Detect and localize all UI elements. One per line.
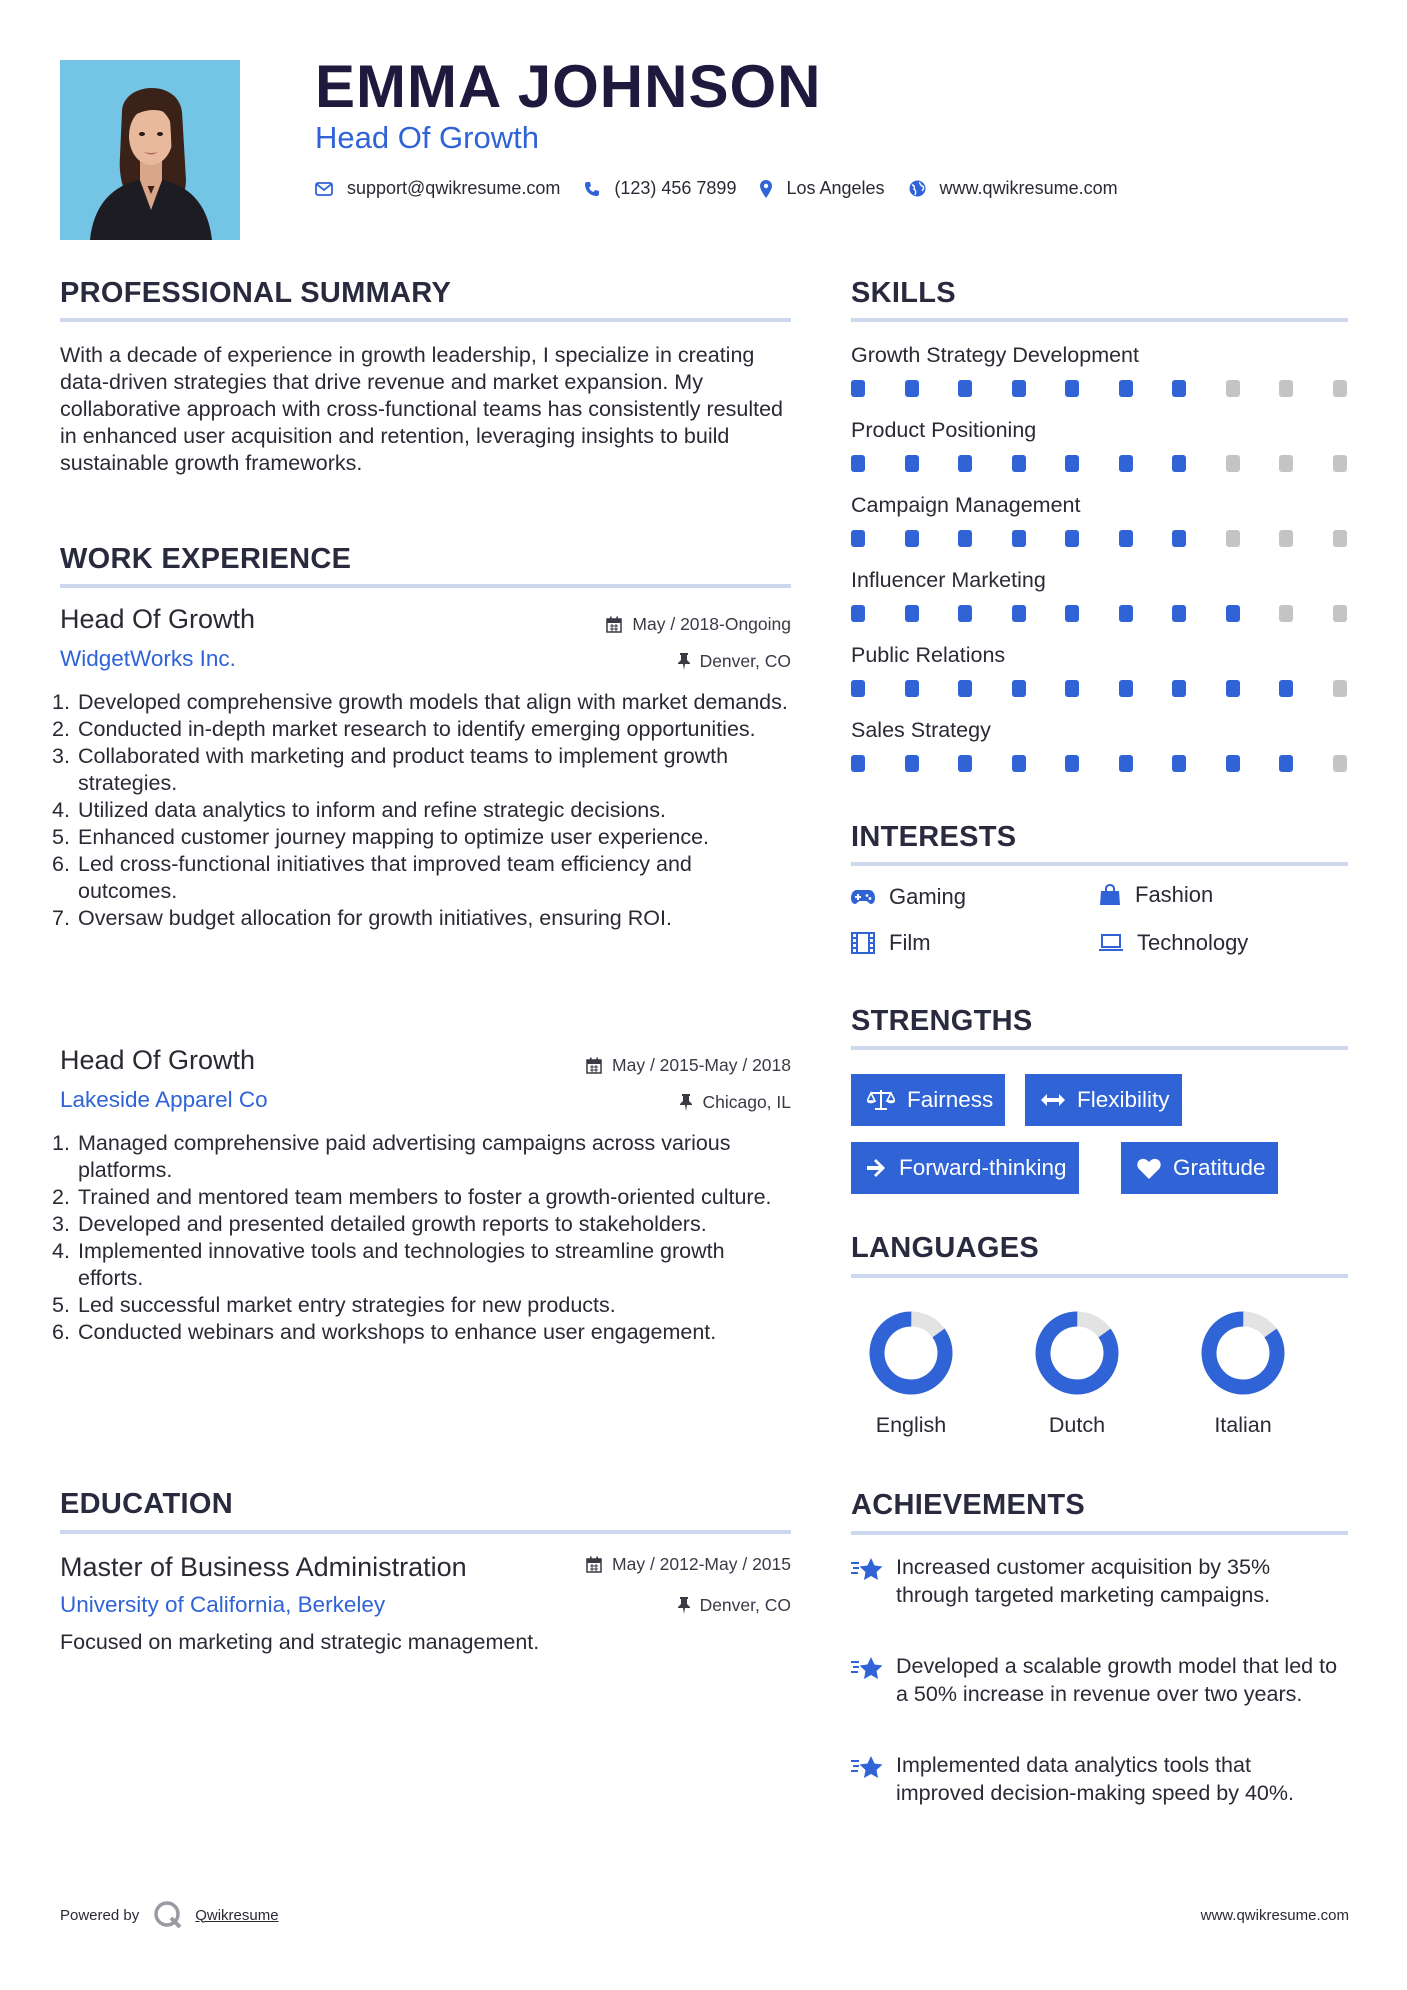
skill-dot-empty: [1279, 380, 1293, 397]
skill-dot-filled: [1012, 455, 1026, 472]
arrow-right-icon: [867, 1159, 887, 1177]
list-item: 6. Conducted webinars and workshops to enhance user engagement.: [52, 1320, 717, 1344]
skill-dot-filled: [1172, 380, 1186, 397]
job-dates-text: May / 2018-Ongoing: [632, 614, 791, 634]
job-dates-text: May / 2015-May / 2018: [612, 1055, 791, 1075]
phone-text: (123) 456 7899: [614, 178, 737, 198]
strengths-divider: [851, 1046, 1348, 1050]
strength-label: Forward-thinking: [899, 1155, 1067, 1180]
calendar-icon: [586, 1057, 602, 1074]
skill-dot-filled: [1279, 755, 1293, 772]
skill-dot-filled: [1172, 530, 1186, 547]
skill-dot-filled: [1172, 455, 1186, 472]
list-item: 4. Utilized data analytics to inform and refine strategic decisions.: [52, 798, 666, 822]
summary-text: With a decade of experience in growth leadership, I specialize in creating data-driven strategies that drive revenue and market expansion. My collaborative approach with cross-functional teams has consistently resulted in enhanced user acquisition and retention, leveraging insights to build sustainable growth frameworks.: [60, 343, 784, 475]
skill-rating: [851, 455, 1348, 469]
donut-fill: [1196, 1306, 1291, 1401]
skill-dot-filled: [905, 455, 919, 472]
list-item: 3. Collaborated with marketing and product teams to implement growth strategies.: [52, 744, 729, 795]
job-bullets: [52, 689, 791, 932]
shopping-bag-icon: [1099, 884, 1121, 906]
language-donut: [1027, 1303, 1127, 1403]
job-location-text: Chicago, IL: [702, 1092, 791, 1112]
interest-label: Gaming: [889, 884, 967, 909]
achievement-text: Developed a scalable growth model that led to a 50% increase in revenue over two years.: [896, 1654, 1338, 1706]
achievement-item: [851, 1652, 1351, 1742]
language-name: Dutch: [1048, 1413, 1106, 1437]
list-item: 7. Oversaw budget allocation for growth initiatives, ensuring ROI.: [52, 906, 672, 930]
language-donut: [861, 1303, 961, 1403]
skill-dot-filled: [1119, 605, 1133, 622]
skill-dot-filled: [905, 605, 919, 622]
pushpin-icon: [680, 1094, 692, 1111]
list-item: 3. Developed and presented detailed growth reports to stakeholders.: [52, 1212, 707, 1236]
skill-dot-empty: [1279, 530, 1293, 547]
skill-rating: [851, 680, 1348, 694]
pushpin-icon: [678, 1597, 690, 1614]
skill-dot-empty: [1333, 680, 1347, 697]
interests-heading: INTERESTS: [851, 821, 1017, 853]
skills-heading: SKILLS: [851, 277, 956, 309]
interest-technology: [1099, 930, 1248, 956]
summary-heading: PROFESSIONAL SUMMARY: [60, 277, 452, 309]
skill-name: Product Positioning: [851, 418, 1037, 442]
list-item: 6. Led cross-functional initiatives that improved team efficiency and outcomes.: [52, 852, 692, 903]
languages-divider: [851, 1274, 1348, 1278]
arrows-horizontal-icon: [1041, 1093, 1065, 1107]
skill-rating: [851, 755, 1348, 769]
skill-rating: [851, 605, 1348, 619]
list-item: 1. Developed comprehensive growth models that align with market demands.: [52, 690, 788, 714]
interest-fashion: [1099, 882, 1213, 908]
skill-dot-empty: [1279, 605, 1293, 622]
skill-dot-filled: [1012, 680, 1026, 697]
star-icon: [851, 1557, 885, 1583]
skill-dot-filled: [1226, 605, 1240, 622]
experience-heading: WORK EXPERIENCE: [60, 543, 352, 575]
skill-dot-filled: [1012, 605, 1026, 622]
achievements-heading: ACHIEVEMENTS: [851, 1489, 1086, 1521]
education-description: Focused on marketing and strategic management.: [60, 1630, 540, 1654]
skill-dot-filled: [1012, 755, 1026, 772]
qwikresume-logo-icon: [153, 1900, 183, 1930]
skill-dot-filled: [1065, 680, 1079, 697]
skill-dot-filled: [851, 680, 865, 697]
skill-dot-empty: [1226, 530, 1240, 547]
list-item: 1. Managed comprehensive paid advertising campaigns across various platforms.: [52, 1131, 731, 1182]
pushpin-icon: [678, 653, 690, 670]
star-icon: [851, 1755, 885, 1781]
skill-dot-empty: [1333, 605, 1347, 622]
contact-location: [760, 178, 884, 199]
film-icon: [851, 932, 875, 954]
strength-flexibility: [1025, 1074, 1182, 1126]
skill-dot-filled: [905, 530, 919, 547]
phone-icon: [584, 181, 600, 197]
skill-dot-filled: [958, 755, 972, 772]
skill-dot-filled: [905, 755, 919, 772]
skill-dot-empty: [1333, 530, 1347, 547]
skill-dot-filled: [958, 530, 972, 547]
laptop-icon: [1099, 934, 1123, 952]
job-entry: [52, 1045, 791, 1445]
gamepad-icon: [851, 889, 875, 905]
donut-fill: [864, 1306, 959, 1401]
envelope-icon: [315, 182, 333, 196]
strengths-heading: STRENGTHS: [851, 1005, 1033, 1037]
job-bullets: [52, 1130, 791, 1346]
language-name: Italian: [1214, 1413, 1272, 1437]
skill-dot-filled: [851, 605, 865, 622]
skill-dot-filled: [958, 680, 972, 697]
job-location: [680, 1092, 791, 1113]
skill-name: Influencer Marketing: [851, 568, 1046, 592]
skill-rating: [851, 380, 1348, 394]
interest-label: Fashion: [1135, 882, 1214, 907]
skill-dot-filled: [1065, 455, 1079, 472]
skill-dot-filled: [1065, 605, 1079, 622]
list-item: 4. Implemented innovative tools and technologies to streamline growth efforts.: [52, 1239, 725, 1290]
job-company[interactable]: WidgetWorks Inc.: [60, 646, 236, 671]
skill-dot-empty: [1226, 455, 1240, 472]
skill-dot-filled: [1119, 530, 1133, 547]
education-divider: [60, 1530, 791, 1534]
skill-dot-filled: [958, 605, 972, 622]
skill-name: Sales Strategy: [851, 718, 991, 742]
education-entry: [60, 1552, 791, 1662]
skill-dot-filled: [1065, 755, 1079, 772]
profile-photo: [60, 60, 240, 240]
skill-dot-filled: [851, 755, 865, 772]
achievements-divider: [851, 1531, 1348, 1535]
skill-dot-empty: [1333, 380, 1347, 397]
job-dates: [606, 614, 791, 635]
skill-dot-filled: [958, 380, 972, 397]
skill-dot-filled: [1172, 605, 1186, 622]
achievement-text: Implemented data analytics tools that improved decision-making speed by 40%.: [896, 1753, 1294, 1805]
interests-divider: [851, 862, 1348, 866]
skill-dot-filled: [1172, 755, 1186, 772]
skill-dot-filled: [851, 530, 865, 547]
achievement-text: Increased customer acquisition by 35% through targeted marketing campaigns.: [896, 1555, 1271, 1607]
globe-icon: [909, 180, 926, 197]
education-dates: [586, 1554, 791, 1575]
interest-gaming: [851, 884, 966, 910]
footer-website[interactable]: www.qwikresume.com: [1200, 1907, 1349, 1924]
languages-heading: LANGUAGES: [851, 1232, 1039, 1264]
skills-divider: [851, 318, 1348, 322]
skill-dot-empty: [1333, 755, 1347, 772]
language-donut: [1193, 1303, 1293, 1403]
list-item: 5. Led successful market entry strategies for new products.: [52, 1293, 616, 1317]
skill-dot-filled: [905, 380, 919, 397]
strength-fairness: [851, 1074, 1005, 1126]
location-text: Los Angeles: [786, 178, 885, 198]
contact-phone[interactable]: [584, 178, 736, 199]
donut-fill: [1030, 1306, 1125, 1401]
skill-dot-filled: [1012, 530, 1026, 547]
list-item: 5. Enhanced customer journey mapping to optimize user experience.: [52, 825, 710, 849]
skill-dot-filled: [1119, 455, 1133, 472]
achievement-item: [851, 1751, 1351, 1841]
website-text: www.qwikresume.com: [939, 178, 1118, 198]
language-name: English: [875, 1413, 947, 1437]
calendar-icon: [586, 1556, 602, 1573]
education-location-text: Denver, CO: [699, 1595, 791, 1615]
candidate-title: Head Of Growth: [315, 120, 539, 155]
powered-by-text: Powered by: [60, 1906, 140, 1924]
strength-forward-thinking: [851, 1142, 1079, 1194]
skill-dot-empty: [1333, 455, 1347, 472]
skill-dot-filled: [958, 455, 972, 472]
skill-dot-empty: [1226, 380, 1240, 397]
school-name[interactable]: University of California, Berkeley: [60, 1592, 386, 1617]
skill-name: Growth Strategy Development: [851, 343, 1139, 367]
skill-dot-filled: [1279, 680, 1293, 697]
job-title: Head Of Growth: [60, 604, 256, 634]
skill-dot-filled: [1226, 680, 1240, 697]
job-dates: [586, 1055, 791, 1076]
job-title: Head Of Growth: [60, 1045, 256, 1075]
contact-website[interactable]: [909, 178, 1118, 199]
skill-dot-filled: [851, 380, 865, 397]
skill-dot-empty: [1279, 455, 1293, 472]
skill-dot-filled: [1119, 680, 1133, 697]
summary-divider: [60, 318, 791, 322]
calendar-icon: [606, 616, 622, 633]
interest-film: [851, 930, 931, 956]
education-heading: EDUCATION: [60, 1488, 233, 1520]
skill-name: Public Relations: [851, 643, 1006, 667]
star-icon: [851, 1656, 885, 1682]
education-dates-text: May / 2012-May / 2015: [612, 1554, 791, 1574]
skill-dot-filled: [1172, 680, 1186, 697]
job-company[interactable]: Lakeside Apparel Co: [60, 1087, 268, 1112]
strength-gratitude: [1121, 1142, 1278, 1194]
skill-dot-filled: [1012, 380, 1026, 397]
job-location: [678, 651, 791, 672]
contact-email[interactable]: [315, 178, 560, 199]
skill-dot-filled: [1065, 530, 1079, 547]
skill-name: Campaign Management: [851, 493, 1081, 517]
job-location-text: Denver, CO: [699, 651, 791, 671]
skill-dot-filled: [1226, 755, 1240, 772]
skill-dot-filled: [1119, 380, 1133, 397]
interest-label: Film: [889, 930, 931, 955]
education-location: [678, 1595, 791, 1616]
list-item: 2. Trained and mentored team members to foster a growth-oriented culture.: [52, 1185, 772, 1209]
skill-dot-filled: [1065, 380, 1079, 397]
degree-title: Master of Business Administration: [60, 1552, 467, 1582]
experience-divider: [60, 584, 791, 588]
balance-scale-icon: [867, 1089, 895, 1111]
skill-dot-filled: [905, 680, 919, 697]
candidate-name: EMMA JOHNSON: [315, 53, 822, 120]
map-marker-icon: [760, 180, 772, 198]
list-item: 2. Conducted in-depth market research to identify emerging opportunities.: [52, 717, 756, 741]
strength-label: Gratitude: [1173, 1155, 1266, 1180]
achievement-item: [851, 1553, 1351, 1643]
heart-icon: [1137, 1158, 1161, 1179]
skill-dot-filled: [851, 455, 865, 472]
interest-label: Technology: [1137, 930, 1249, 955]
footer-branding: [60, 1900, 279, 1930]
skill-dot-filled: [1119, 755, 1133, 772]
skill-rating: [851, 530, 1348, 544]
job-entry: [52, 604, 791, 1024]
strength-label: Fairness: [907, 1087, 994, 1112]
strength-label: Flexibility: [1077, 1087, 1170, 1112]
contact-bar: [315, 178, 1142, 199]
qwikresume-link[interactable]: Qwikresume: [195, 1906, 279, 1924]
email-text: support@qwikresume.com: [347, 178, 561, 198]
